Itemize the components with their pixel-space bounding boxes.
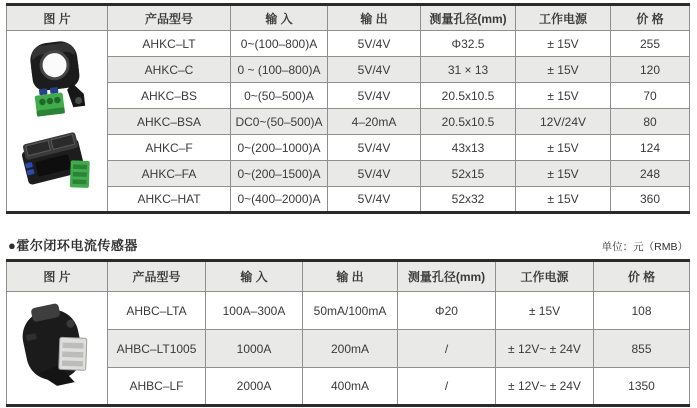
output-cell: 5V/4V (328, 135, 421, 161)
input-cell: 0~(200–1500)A (231, 161, 328, 187)
model-cell: AHKC–BSA (108, 109, 231, 135)
price-cell: 108 (594, 292, 690, 330)
price-cell: 70 (611, 83, 690, 109)
table-header-row (7, 261, 690, 292)
table-row (7, 109, 690, 135)
column-header-photo: 图 片 (7, 5, 108, 31)
price-cell: 255 (611, 31, 690, 57)
power-cell: ± 15V (516, 161, 611, 187)
model-cell: AHKC–F (108, 135, 231, 161)
column-header-output: 输 出 (328, 5, 421, 31)
column-header-input: 输 入 (206, 261, 303, 292)
input-cell: 100A–300A (206, 292, 303, 330)
table-row (7, 330, 690, 368)
product-photo-cell (7, 292, 108, 406)
unit-label: 单位：元（RMB） (601, 241, 688, 253)
column-header-price: 价 格 (594, 261, 690, 292)
table-row (7, 31, 690, 57)
open-loop-sensor-table (6, 3, 690, 214)
price-cell: 248 (611, 161, 690, 187)
table-header-row (7, 5, 690, 31)
output-cell: 5V/4V (328, 31, 421, 57)
table-row (7, 187, 690, 213)
input-cell: 0~(200–1000)A (231, 135, 328, 161)
input-cell: 0 ~ (100–800)A (231, 57, 328, 83)
model-cell: AHKC–C (108, 57, 231, 83)
power-cell: 12V/24V (516, 109, 611, 135)
closed-loop-sensor-table (6, 259, 690, 407)
aperture-cell: 20.5x10.5 (421, 109, 516, 135)
section-head (8, 235, 688, 254)
model-cell: AHBC–LT1005 (108, 330, 206, 368)
price-cell: 80 (611, 109, 690, 135)
price-cell: 124 (611, 135, 690, 161)
input-cell: 0~(100–800)A (231, 31, 328, 57)
input-cell: 1000A (206, 330, 303, 368)
aperture-cell: Φ20 (398, 292, 496, 330)
aperture-cell: Φ32.5 (421, 31, 516, 57)
output-cell: 400mA (303, 368, 398, 406)
model-cell: AHKC–FA (108, 161, 231, 187)
aperture-cell: 52x15 (421, 161, 516, 187)
column-header-model: 产品型号 (108, 261, 206, 292)
power-cell: ± 12V~ ± 24V (496, 368, 594, 406)
output-cell: 200mA (303, 330, 398, 368)
aperture-cell: / (398, 368, 496, 406)
aperture-cell: 52x32 (421, 187, 516, 213)
column-header-output: 输 出 (303, 261, 398, 292)
table-row (7, 135, 690, 161)
output-cell: 5V/4V (328, 57, 421, 83)
power-cell: ± 15V (516, 57, 611, 83)
aperture-cell: / (398, 330, 496, 368)
input-cell: DC0~(50–500)A (231, 109, 328, 135)
table-row (7, 368, 690, 406)
section-title: ●霍尔闭环电流传感器 (8, 238, 138, 253)
output-cell: 4–20mA (328, 109, 421, 135)
output-cell: 5V/4V (328, 83, 421, 109)
aperture-cell: 31 × 13 (421, 57, 516, 83)
input-cell: 0~(50–500)A (231, 83, 328, 109)
power-cell: ± 15V (516, 83, 611, 109)
table-row (7, 292, 690, 330)
model-cell: AHKC–HAT (108, 187, 231, 213)
model-cell: AHBC–LF (108, 368, 206, 406)
power-cell: ± 15V (516, 31, 611, 57)
column-header-aperture: 测量孔径(mm) (398, 261, 496, 292)
table-row (7, 83, 690, 109)
model-cell: AHKC–LT (108, 31, 231, 57)
aperture-cell: 43x13 (421, 135, 516, 161)
closed-loop-sensor-photo (15, 299, 99, 398)
output-cell: 5V/4V (328, 161, 421, 187)
output-cell: 5V/4V (328, 187, 421, 213)
table-row (7, 161, 690, 187)
price-cell: 120 (611, 57, 690, 83)
column-header-power: 工作电源 (496, 261, 594, 292)
output-cell: 50mA/100mA (303, 292, 398, 330)
box-sensor-photo (17, 128, 97, 203)
power-cell: ± 15V (516, 187, 611, 213)
ring-core-sensor-photo (20, 39, 94, 126)
power-cell: ± 12V~ ± 24V (496, 330, 594, 368)
column-header-price: 价 格 (611, 5, 690, 31)
power-cell: ± 15V (496, 292, 594, 330)
column-header-photo: 图 片 (7, 261, 108, 292)
aperture-cell: 20.5x10.5 (421, 83, 516, 109)
price-cell: 1350 (594, 368, 690, 406)
column-header-aperture: 测量孔径(mm) (421, 5, 516, 31)
power-cell: ± 15V (516, 135, 611, 161)
table-row (7, 57, 690, 83)
input-cell: 0~(400–2000)A (231, 187, 328, 213)
product-photo-cell (7, 31, 108, 213)
model-cell: AHKC–BS (108, 83, 231, 109)
input-cell: 2000A (206, 368, 303, 406)
column-header-power: 工作电源 (516, 5, 611, 31)
column-header-model: 产品型号 (108, 5, 231, 31)
price-cell: 855 (594, 330, 690, 368)
model-cell: AHBC–LTA (108, 292, 206, 330)
column-header-input: 输 入 (231, 5, 328, 31)
price-cell: 360 (611, 187, 690, 213)
